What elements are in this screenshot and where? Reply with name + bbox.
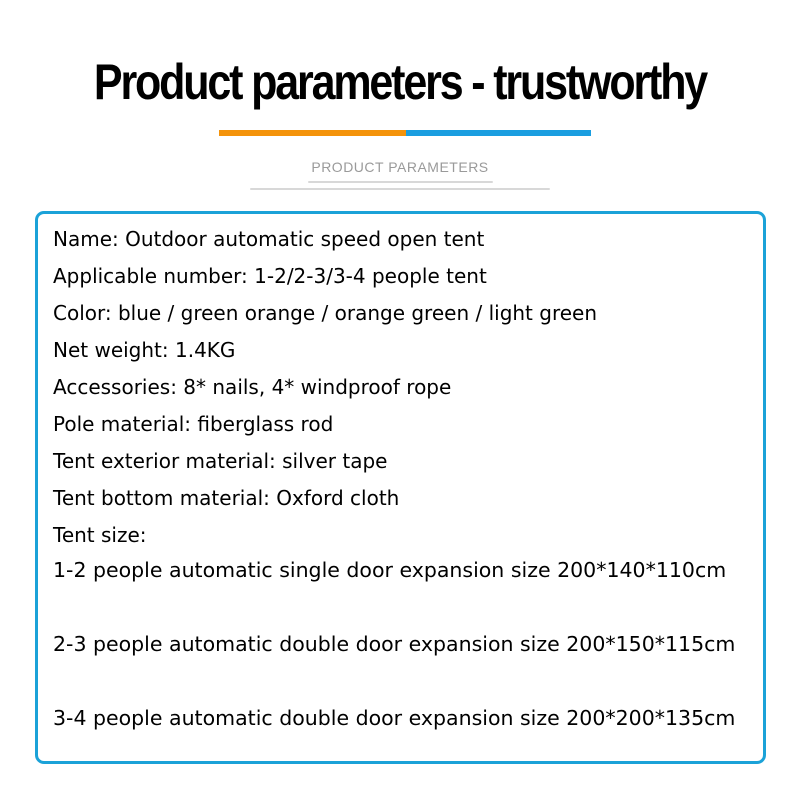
decorative-faint-line: [0, 188, 800, 190]
accent-bar-orange: [219, 130, 406, 136]
spec-applicable-number: Applicable number: 1-2/2-3/3-4 people tent: [53, 264, 487, 288]
spec-tent-size-label: Tent size:: [53, 523, 147, 547]
section-subtitle: PRODUCT PARAMETERS: [311, 159, 489, 175]
accent-bar-blue: [406, 130, 591, 136]
spec-name: Name: Outdoor automatic speed open tent: [53, 227, 485, 251]
tent-size-2-3-people: 2-3 people automatic double door expansion size 200*150*115cm: [53, 632, 736, 656]
parameters-panel: [35, 211, 766, 764]
spec-accessories: Accessories: 8* nails, 4* windproof rope: [53, 375, 452, 399]
spec-net-weight: Net weight: 1.4KG: [53, 338, 236, 362]
decorative-faint-line: [0, 181, 800, 183]
spec-color: Color: blue / green orange / orange green / light green: [53, 301, 598, 325]
spec-list: [53, 221, 763, 554]
tent-size-1-2-people: 1-2 people automatic single door expansion size 200*140*110cm: [53, 558, 727, 582]
spec-pole-material: Pole material: fiberglass rod: [53, 412, 334, 436]
page-title: Product parameters - trustworthy: [93, 54, 707, 110]
tent-size-3-4-people: 3-4 people automatic double door expansion size 200*200*135cm: [53, 706, 736, 730]
spec-exterior-material: Tent exterior material: silver tape: [53, 449, 388, 473]
spec-bottom-material: Tent bottom material: Oxford cloth: [53, 486, 400, 510]
